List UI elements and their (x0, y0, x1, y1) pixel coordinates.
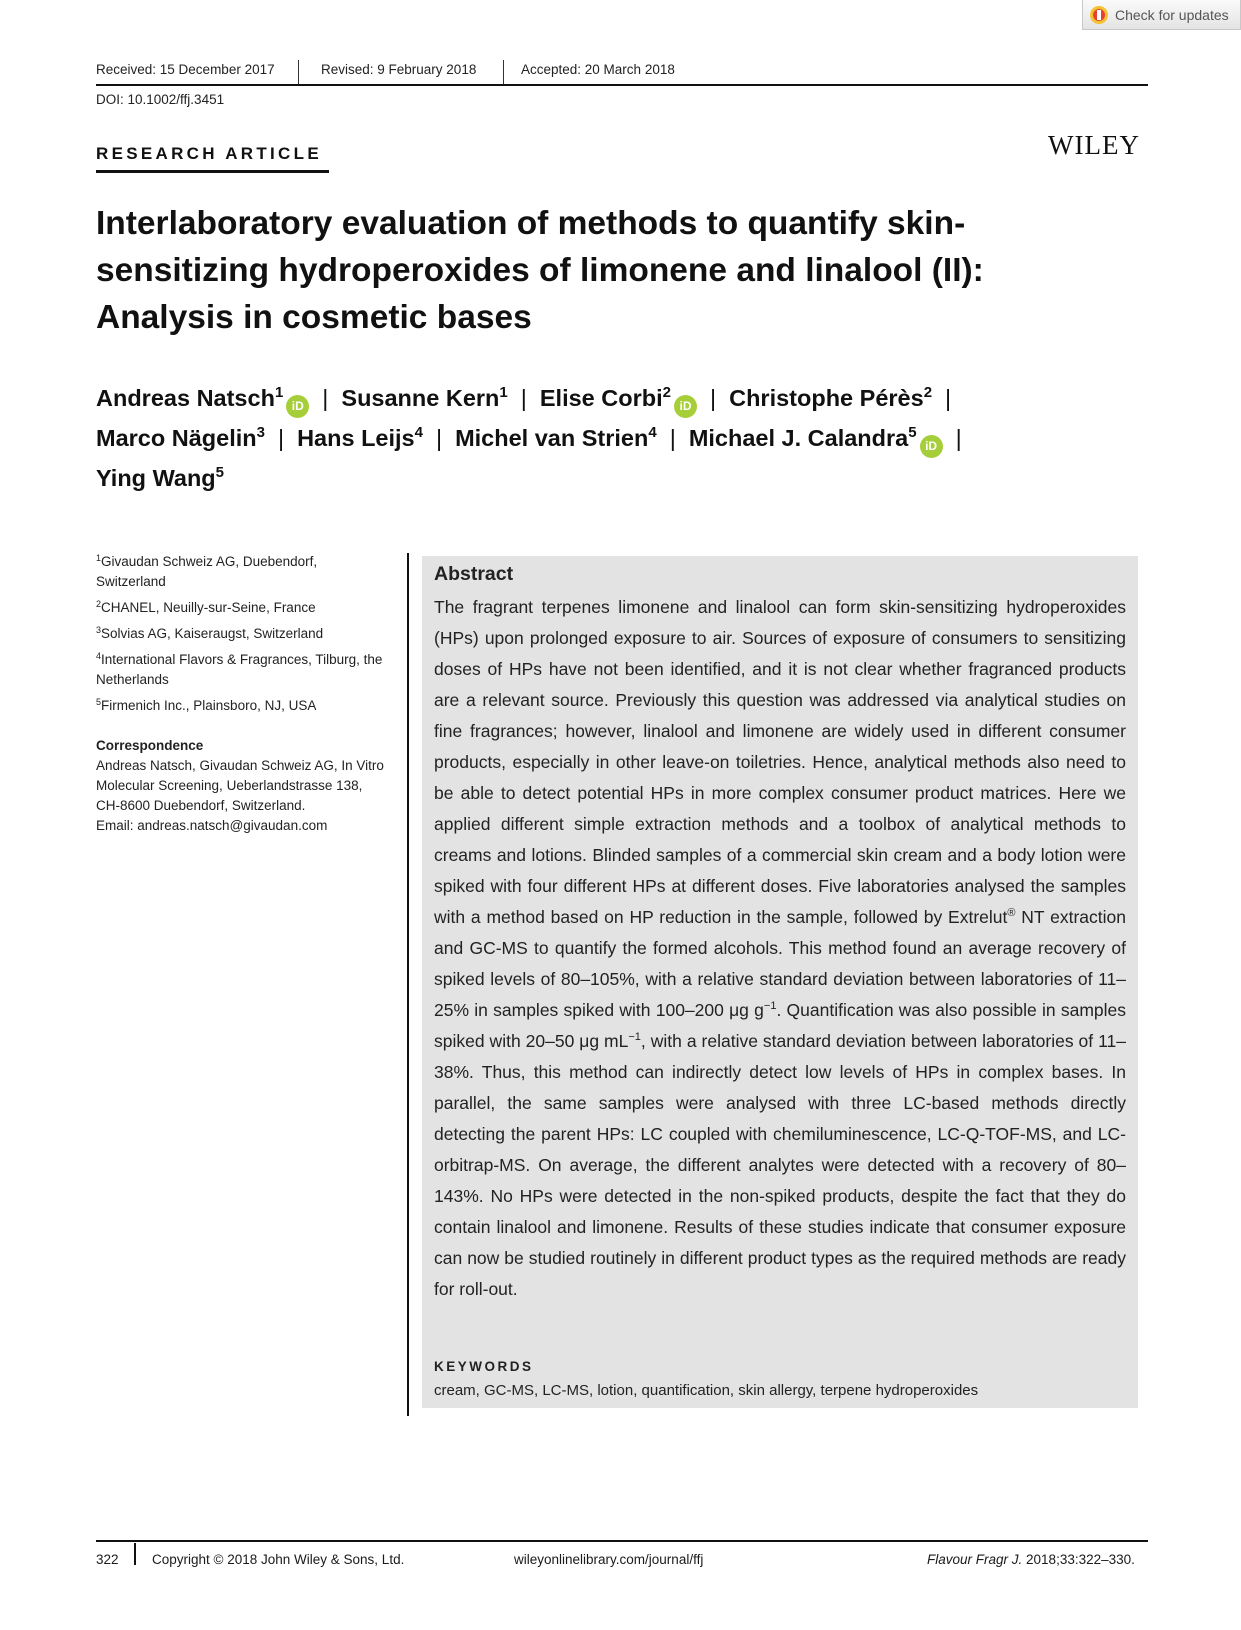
affiliations (96, 552, 386, 836)
author-line: Andreas Natsch$^1$iD | Susanne Kern$^1$ | Elise Corbi$^2$iD | Christophe Pérès$^2$ | (96, 385, 964, 418)
journal-name: Flavour Fragr J. (927, 1552, 1023, 1567)
affiliation: $^4$International Flavors & Fragrances, Tilburg, the Netherlands (96, 651, 383, 687)
divider (298, 60, 299, 84)
keywords-list: cream, GC-MS, LC-MS, lotion, quantification, skin allergy, terpene hydroperoxides (434, 1382, 979, 1399)
author[interactable]: Andreas Natsch$^1$iD (96, 385, 309, 411)
affiliation: $^5$Firmenich Inc., Plainsboro, NJ, USA (96, 697, 317, 713)
citation: Flavour Fragr J. 2018;33:322–330. (927, 1552, 1135, 1567)
orcid-icon[interactable]: iD (674, 395, 697, 418)
correspondence-text: Andreas Natsch, Givaudan Schweiz AG, In Vitro Molecular Screening, Ueberlandstrasse 138, CH-8600 Duebendorf, Switzerland. (96, 758, 384, 813)
affiliation: $^2$CHANEL, Neuilly-sur-Seine, France (96, 599, 316, 615)
check-for-updates-label: Check for updates (1115, 6, 1229, 23)
journal-website-link[interactable]: wileyonlinelibrary.com/journal/ffj (514, 1552, 704, 1567)
author-line (96, 465, 224, 492)
affiliation: $^3$Solvias AG, Kaiseraugst, Switzerland (96, 625, 324, 641)
author[interactable]: Susanne Kern$^1$ (341, 384, 508, 411)
keywords-heading: KEYWORDS (434, 1359, 534, 1374)
revised-date: Revised: 9 February 2018 (321, 62, 477, 77)
accepted-date: Accepted: 20 March 2018 (521, 62, 675, 77)
orcid-icon[interactable]: iD (286, 395, 309, 418)
author[interactable]: Marco Nägelin$^3$ (96, 424, 265, 451)
footer-rule (96, 1540, 1148, 1542)
author[interactable]: Elise Corbi$^2$iD (540, 385, 697, 411)
received-date: Received: 15 December 2017 (96, 62, 275, 77)
orcid-icon[interactable]: iD (920, 435, 943, 458)
author[interactable]: Christophe Pérès$^2$ (729, 384, 933, 411)
doi: DOI: 10.1002/ffj.3451 (96, 92, 225, 107)
publisher-logo: WILEY (1048, 130, 1140, 160)
column-divider (407, 553, 409, 1416)
article-type-underline (96, 170, 329, 173)
page-number: 322 (96, 1552, 119, 1567)
abstract-heading: Abstract (434, 563, 514, 585)
header-rule (96, 84, 1148, 86)
author-line: Marco Nägelin$^3$ | Hans Leijs$^4$ | Michel van Strien$^4$ | Michael J. Calandra$^5$iD | (96, 425, 975, 458)
abstract-text: The fragrant terpenes limonene and linalool can form skin-sensitizing hydroperoxides (HPs) upon prolonged exposure to air. Sources of exposure of consumers to sensitizing doses of HPs have not been identified, and it is not clear whether fragranced products are a relevant source. Previously this question was addressed via analytical studies on fine fragrances; however, linalool and limonene are widely used in different consumer products, especially in other leave-on toiletries. Hence, analytical methods also need to be able to detect potential HPs in more complex consumer product matrices. Here we applied different simple extraction methods and a toolbox of analytical methods to creams and lotions. Blinded samples of a commercial skin cream and a body lotion were spiked with four different HPs at different doses. Five laboratories analysed the samples with a method based on HP reduction in the sample, followed by Extrelut® NT extraction and GC-MS to quantify the formed alcohols. This method found an average recovery of spiked levels of 80–105%, with a relative standard deviation between laboratories of 11–25% in samples spiked with 100–200 μg $g^{-1}$. Quantification was also possible in samples spiked with 20–50 μg $mL^{-1}$, with a relative standard deviation between laboratories of 11–38%. Thus, this method can indirectly detect low levels of HPs in complex bases. In parallel, the same samples were analysed with three LC-based methods directly detecting the parent HPs: LC coupled with chemiluminescence, LC-Q-TOF-MS, and LC-orbitrap-MS. On average, the different analytes were detected with a recovery of 80–143%. No HPs were detected in the non-spiked products, despite the fact that they do contain linalool and limonene. Results of these studies indicate that consumer exposure can now be studied routinely in different product types as the required methods are ready for roll-out. (434, 597, 1127, 1299)
correspondence-heading: Correspondence (96, 738, 204, 753)
affiliation: $^1$Givaudan Schweiz AG, Duebendorf, Switzerland (96, 553, 318, 589)
check-for-updates-icon (1089, 5, 1109, 25)
article-type-label: RESEARCH ARTICLE (96, 144, 322, 163)
correspondence-email[interactable]: Email: andreas.natsch@givaudan.com (96, 818, 328, 833)
author[interactable]: Ying Wang$^5$ (96, 464, 225, 491)
article-dates (96, 60, 1148, 84)
article-title: Interlaboratory evaluation of methods to quantify skin-sensitizing hydroperoxides of limonene and linalool (II): Analysis in cosmetic bases (96, 205, 984, 336)
copyright: Copyright © 2018 John Wiley & Sons, Ltd. (152, 1552, 405, 1567)
author[interactable]: Hans Leijs$^4$ (297, 424, 423, 451)
divider (134, 1543, 136, 1565)
author[interactable]: Michael J. Calandra$^5$iD (689, 425, 943, 451)
divider (503, 60, 504, 84)
author[interactable]: Michel van Strien$^4$ (455, 424, 657, 451)
check-for-updates-button[interactable] (1082, 0, 1241, 30)
